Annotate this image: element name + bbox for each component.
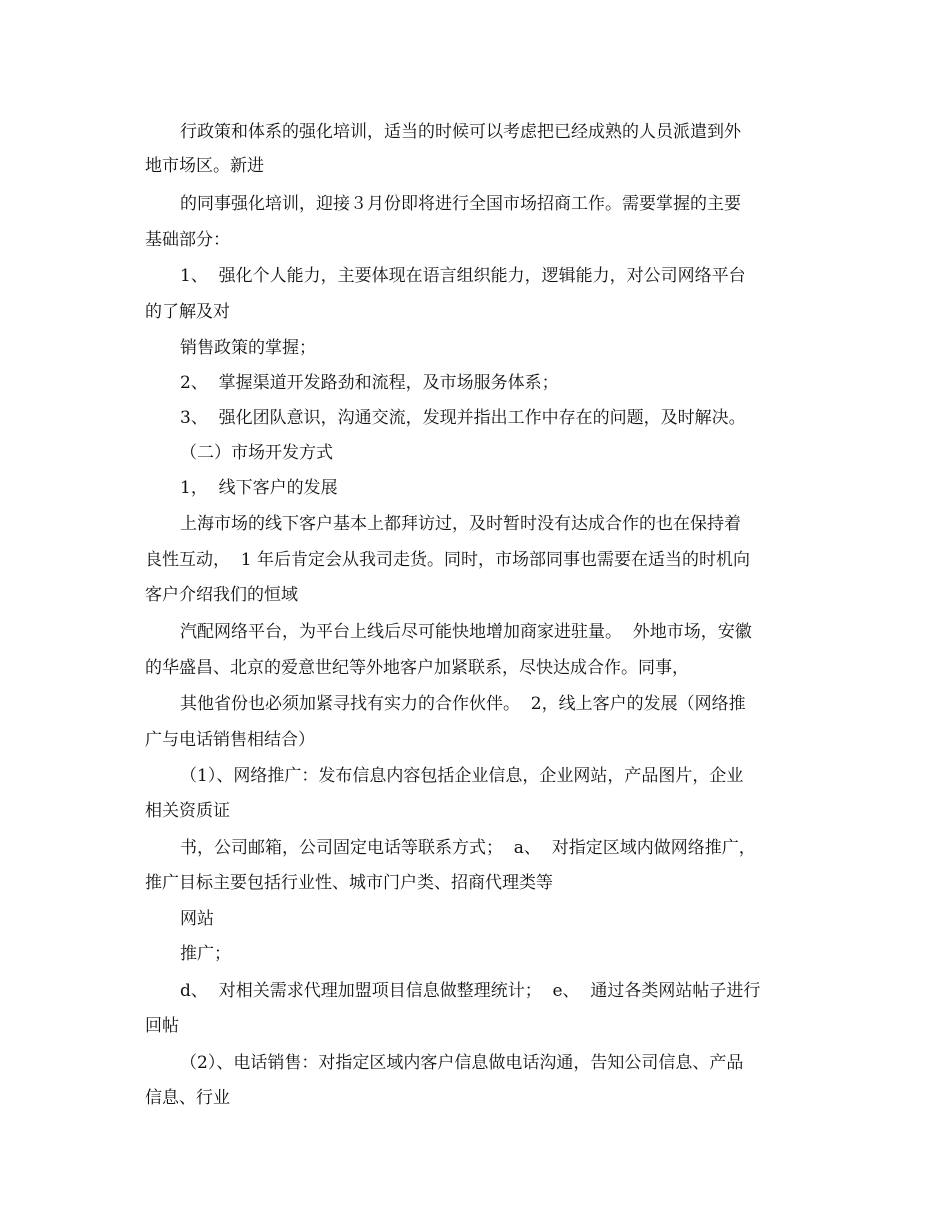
paragraph-line: 相关资质证 bbox=[145, 801, 230, 821]
paragraph-line: 信息、行业 bbox=[145, 1088, 230, 1108]
paragraph-line: 行政策和体系的强化培训，适当的时候可以考虑把已经成熟的人员派遣到外 bbox=[180, 122, 741, 142]
list-item-1: 1、 强化个人能力，主要体现在语言组织能力，逻辑能力，对公司网络平台 bbox=[180, 266, 746, 286]
paragraph-line: 基础部分： bbox=[145, 230, 230, 250]
paragraph-line: 良性互动， 1 年后肯定会从我司走货。同时，市场部同事也需要在适当的时机向 bbox=[145, 550, 751, 570]
list-item-2: 2、 掌握渠道开发路劲和流程，及市场服务体系； bbox=[180, 373, 559, 393]
paragraph-line: 客户介绍我们的恒域 bbox=[145, 585, 298, 605]
paragraph-line: 汽配网络平台，为平台上线后尽可能快地增加商家进驻量。 外地市场，安徽 bbox=[180, 622, 752, 642]
section-heading: （二）市场开发方式 bbox=[180, 443, 333, 463]
paragraph-line: 的同事强化培训，迎接３月份即将进行全国市场招商工作。需要掌握的主要 bbox=[180, 194, 741, 214]
paragraph-line: 推广； bbox=[180, 944, 231, 964]
paragraph-line: 推广目标主要包括行业性、城市门户类、招商代理类等 bbox=[145, 873, 553, 893]
paragraph-line: 上海市场的线下客户基本上都拜访过，及时暂时没有达成合作的也在保持着 bbox=[180, 514, 741, 534]
paragraph-line: 其他省份也必须加紧寻找有实力的合作伙伴。 2，线上客户的发展（网络推 bbox=[180, 694, 746, 714]
paragraph-line: 书，公司邮箱，公司固定电话等联系方式； a、 对指定区域内做网络推广， bbox=[180, 838, 756, 858]
paragraph-line: d、 对相关需求代理加盟项目信息做整理统计； e、 通过各类网站帖子进行 bbox=[180, 981, 761, 1001]
paragraph-line: 回帖 bbox=[145, 1016, 179, 1036]
paragraph-line: 的了解及对 bbox=[145, 302, 230, 322]
list-item-3: 3、 强化团队意识，沟通交流，发现并指出工作中存在的问题，及时解决。 bbox=[180, 408, 746, 428]
paragraph-line: 广与电话销售相结合） bbox=[145, 730, 315, 750]
paragraph-line: 地市场区。新进 bbox=[145, 156, 264, 176]
paragraph-line: 网站 bbox=[180, 909, 214, 929]
paragraph-line: （2）、电话销售：对指定区域内客户信息做电话沟通，告知公司信息、产品 bbox=[180, 1053, 744, 1073]
paragraph-line: 的华盛昌、北京的爱意世纪等外地客户加紧联系，尽快达成合作。同事， bbox=[145, 658, 689, 678]
paragraph-line: 销售政策的掌握； bbox=[180, 338, 316, 358]
subsection-heading: 1， 线下客户的发展 bbox=[180, 478, 338, 498]
paragraph-line: （1）、网络推广：发布信息内容包括企业信息，企业网站，产品图片，企业 bbox=[180, 766, 744, 786]
